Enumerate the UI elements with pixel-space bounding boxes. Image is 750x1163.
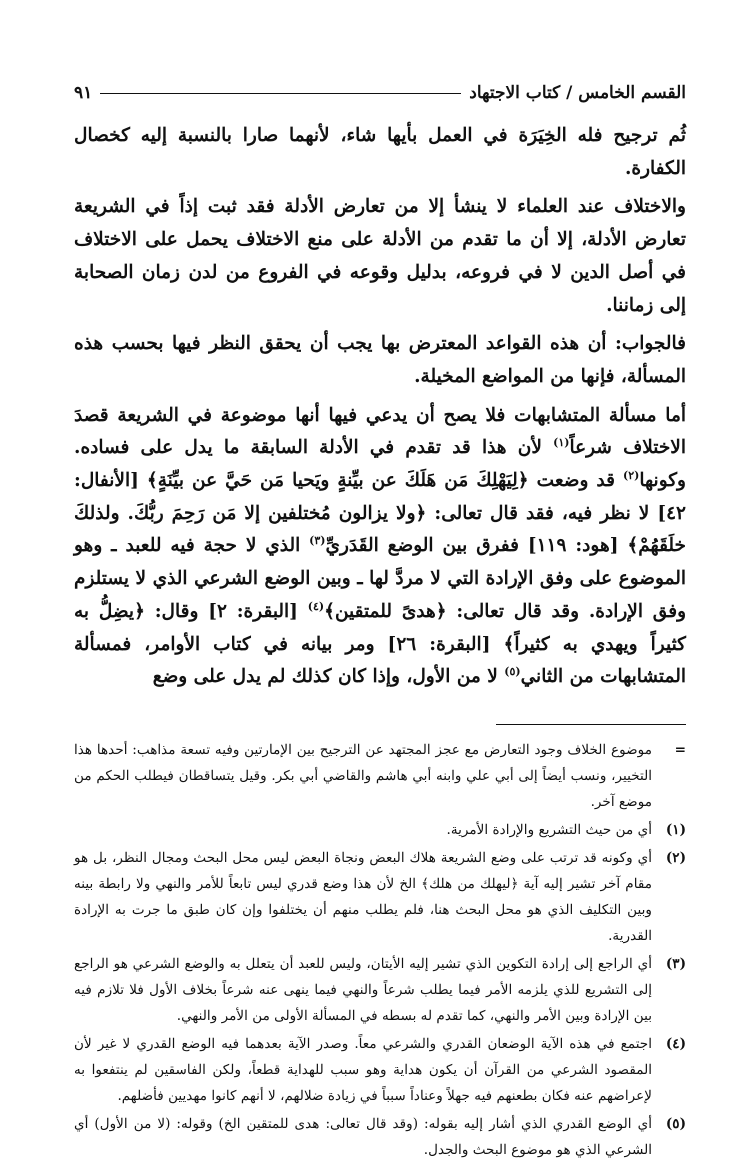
footnote-5 <box>74 1111 686 1163</box>
footnote-4 <box>74 1031 686 1109</box>
running-header <box>74 76 686 110</box>
footnote-number: (٣) <box>665 955 686 972</box>
footnote-ref-4[interactable]: (٤) <box>307 599 325 613</box>
footnote-1 <box>74 817 686 843</box>
footnote-text: أي الوضع القدري الذي أشار إليه بقوله: (وقد قال تعالى: هدى للمتقين الخ) وقوله: (لا من الأول) أي الشرعي الذي هو موضوع البحث والجدل. <box>74 1115 652 1158</box>
footnote-continued <box>74 737 686 815</box>
text-segment-b: لأن هذا قد تقدم في الأدلة السابقة ما يدل على فساده. وكونها <box>74 437 686 492</box>
footnote-text: أي الراجع إلى إرادة التكوين الذي تشير إليه الأيتان، وليس للعبد أن يتعلل به والوضع الشرعي هو الراجع إلى التشريع للذي يلزمه الأمر فيما يطلب شرعاً والنهي فيما ينهى عنه شرعاً بخلاف الأول فلا تلازم فيه بين الإرادة وبين الأمر والنهي، كما تقدم له بسطه في المسألة الأولى من الأمر والنهي. <box>74 955 652 1024</box>
text-segment-e: [البقرة: ٢] وقال: ﴿يضِلُّ به كثيراً ويهدي به كثيراً﴾ [البقرة: ٢٦] ومر بيانه في كتاب الأوامر، فمسألة المتشابهات من الثاني <box>74 600 686 688</box>
footnote-separator <box>496 724 686 725</box>
footnote-marker: = <box>674 741 686 758</box>
footnote-text: أي وكونه قد ترتب على وضع الشريعة هلاك البعض ونجاة البعض ليس محل البحث ومجال النظر، بل هو مقام آخر تشير إليه آية ﴿ليهلك من هلك﴾ الخ لأن هذا وضع قدري ليس تابعاً للأمر والنهي ولا رابطة بينه وبين التكليف الذي هو محل البحث هنا، فلم يطلب منهم أن يختلفوا وإن كان طبق ما جرت به الإرادة القدرية. <box>74 849 652 944</box>
answer-text: أن هذه القواعد المعترض بها يجب أن يحقق النظر فيها بحسب هذه المسألة، فإنها من المواضع المخيلة. <box>74 333 686 387</box>
main-text <box>74 120 686 694</box>
footnote-ref-1[interactable]: (١) <box>553 436 570 450</box>
paragraph-answer <box>74 328 686 393</box>
text-segment-c: قد وضعت ﴿لِيَهْلِكَ مَن هَلَكَ عن بيِّنةٍ ويَحيا مَن حَيَّ عن بيِّنَةٍ﴾ [الأنفال: ٤٢] لا نظر فيه، فقد قال تعالى: ﴿ولا يزالون مُختلفين إلا مَن رَحِمَ ربُّكَ. ولذلكَ خلَقَهُمْ﴾ [هود: ١١٩] ففرق بين الوضع القَدَريِّ <box>74 470 686 557</box>
footnote-number: (٥) <box>665 1115 686 1132</box>
header-title: القسم الخامس / كتاب الاجتهاد <box>469 83 686 103</box>
text-segment-d: الذي لا حجة فيه للعبد ـ وهو الموضوع على وفق الإرادة التي لا مردَّ لها ـ وبين الوضع الشرعي الذي لا يستلزم وفق الإرادة. وقد قال تعالى: ﴿هدىً للمتقين﴾ <box>74 535 686 622</box>
footnote-ref-5[interactable]: (٥) <box>504 665 521 679</box>
footnote-text: موضوع الخلاف وجود التعارض مع عجز المجتهد عن الترجيح بين الإمارتين وفيه تسعة مذاهب: أحدها هذا التخيير، ونسب أيضاً إلى أبي علي وابنه أبي هاشم والقاضي أبي بكر. وقيل يتساقطان فيطلب الحكم من موضع آخر. <box>74 741 652 810</box>
footnote-number: (٢) <box>665 849 686 866</box>
text-segment-f: لا من الأول، وإذا كان كذلك لم يدل على وضع <box>152 666 505 688</box>
header-rule <box>100 93 461 94</box>
answer-label: فالجواب: <box>614 333 686 355</box>
footnote-3 <box>74 951 686 1029</box>
footnote-number: (١) <box>665 821 686 838</box>
footnote-number: (٤) <box>665 1035 686 1052</box>
text-segment-a: أما مسألة المتشابهات فلا يصح أن يدعي فيها أنها موضوعة في الشريعة قصدَ الاختلاف شرعاً <box>74 404 686 459</box>
footnote-ref-3[interactable]: (٣) <box>309 534 326 548</box>
footnote-2 <box>74 845 686 949</box>
paragraph-2: والاختلاف عند العلماء لا ينشأ إلا من تعارض الأدلة فقد ثبت إذاً في الشريعة تعارض الأدلة، إلا أن ما تقدم من الأدلة على منع الاختلاف يحمل على الاختلاف في أصل الدين لا في فروعه، بدليل وقوعه في الفروع من لدن زمان الصحابة إلى زماننا. <box>74 196 686 316</box>
footnotes <box>74 737 686 1163</box>
page-number: ٩١ <box>74 83 93 103</box>
footnote-text: اجتمع في هذه الآية الوضعان القدري والشرعي معاً. وصدر الآية بعدهما فيه الوضع القدري لا غير لأن المقصود الشرعي من القرآن أن يكون هداية وهو سبب للهداية قطعاً، ولكن الفاسقين لم ينتفعوا به لإعراضهم عنه فكان بطعنهم فيه جهلاً وعناداً سبباً في زيادة ضلالهم، لا أنهم كانوا مهديين فأضلهم. <box>74 1035 652 1104</box>
paragraph-1: ثُم ترجيح فله الخِيَرَة في العمل بأيها شاء، لأنهما صارا بالنسبة إليه كخصال الكفارة. <box>74 125 686 179</box>
footnote-text: أي من حيث التشريع والإرادة الأمرية. <box>446 821 652 838</box>
paragraph-mutashabihat <box>74 400 686 694</box>
footnote-ref-2[interactable]: (٢) <box>623 468 640 482</box>
